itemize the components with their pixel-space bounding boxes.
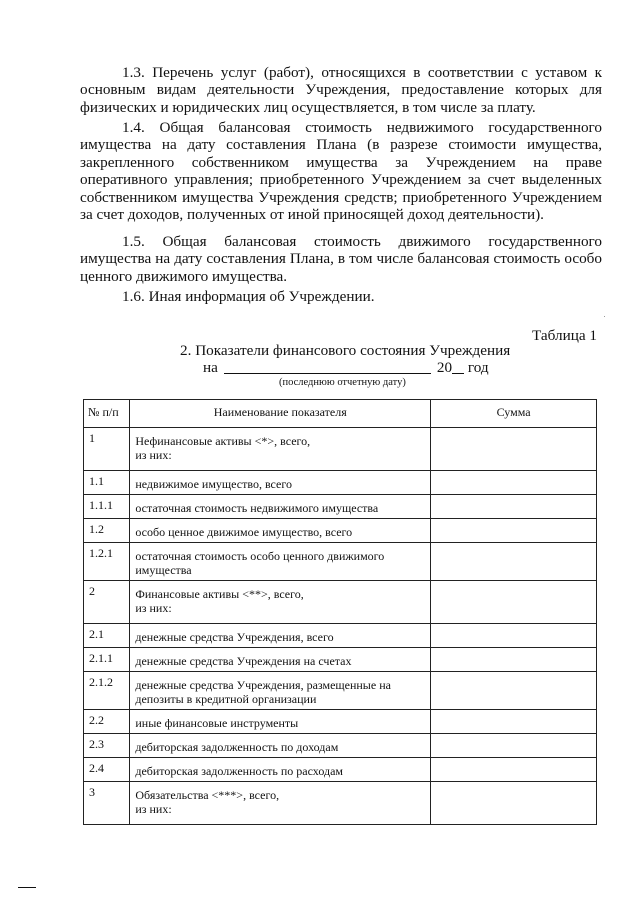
table-row (84, 672, 597, 710)
year-blank-field[interactable] (452, 359, 464, 374)
date-line (203, 359, 489, 377)
table-row (84, 543, 597, 581)
row-sum-cell[interactable] (431, 710, 597, 734)
row-number: 2 (84, 581, 130, 624)
financial-indicators-table (83, 399, 597, 825)
table-row (84, 782, 597, 825)
table-row (84, 758, 597, 782)
row-number: 3 (84, 782, 130, 825)
header-number: № п/п (84, 400, 130, 428)
row-number: 2.1.2 (84, 672, 130, 710)
row-indicator-name: денежные средства Учреждения на счетах (130, 648, 431, 672)
row-indicator-name: остаточная стоимость недвижимого имущества (130, 495, 431, 519)
row-number: 2.1.1 (84, 648, 130, 672)
row-number: 2.1 (84, 624, 130, 648)
row-sum-cell[interactable] (431, 428, 597, 471)
header-name: Наименование показателя (130, 400, 431, 428)
row-indicator-name: недвижимое имущество, всего (130, 471, 431, 495)
date-year-prefix: 20 (436, 359, 453, 376)
table-title: 2. Показатели финансового состояния Учреждения (180, 342, 511, 359)
row-sum-cell[interactable] (431, 471, 597, 495)
footnote-divider (18, 887, 36, 888)
table-row (84, 734, 597, 758)
row-sum-cell[interactable] (431, 758, 597, 782)
row-number: 1.2 (84, 519, 130, 543)
row-indicator-name: Финансовые активы <**>, всего, из них: (130, 581, 431, 624)
row-number: 1 (84, 428, 130, 471)
table-row (84, 648, 597, 672)
date-prefix: на (203, 359, 218, 376)
row-indicator-name: Нефинансовые активы <*>, всего, из них: (130, 428, 431, 471)
paragraph-1-6: 1.6. Иная информация об Учреждении. (122, 288, 375, 305)
row-indicator-name: дебиторская задолженность по доходам (130, 734, 431, 758)
row-sum-cell[interactable] (431, 495, 597, 519)
table-row (84, 495, 597, 519)
row-indicator-name: иные финансовые инструменты (130, 710, 431, 734)
row-sum-cell[interactable] (431, 624, 597, 648)
row-sum-cell[interactable] (431, 648, 597, 672)
row-sum-cell[interactable] (431, 782, 597, 825)
table-row (84, 519, 597, 543)
table-row (84, 624, 597, 648)
table-row (84, 710, 597, 734)
header-sum: Сумма (431, 400, 597, 428)
row-indicator-name: денежные средства Учреждения, размещенные на депозиты в кредитной организации (130, 672, 431, 710)
row-number: 1.1 (84, 471, 130, 495)
row-sum-cell[interactable] (431, 543, 597, 581)
date-suffix: год (467, 359, 489, 376)
paragraph-1-5: 1.5. Общая балансовая стоимость движимого государственного имущества на дату составления Плана, в том числе балансовая стоимость особо ценного движимого имущества. (80, 233, 602, 285)
table-row (84, 471, 597, 495)
paragraph-1-3: 1.3. Перечень услуг (работ), относящихся в соответствии с уставом к основным видам деятельности Учреждения, предоставление которых для физических и юридических лиц осуществляется, в том числе за плату. (80, 64, 602, 116)
row-sum-cell[interactable] (431, 519, 597, 543)
scan-speck (604, 316, 605, 317)
table-header-row (84, 400, 597, 428)
row-number: 2.2 (84, 710, 130, 734)
row-number: 1.2.1 (84, 543, 130, 581)
row-sum-cell[interactable] (431, 581, 597, 624)
row-sum-cell[interactable] (431, 672, 597, 710)
row-sum-cell[interactable] (431, 734, 597, 758)
table-row (84, 581, 597, 624)
row-number: 2.3 (84, 734, 130, 758)
row-indicator-name: остаточная стоимость особо ценного движимого имущества (130, 543, 431, 581)
row-indicator-name: дебиторская задолженность по расходам (130, 758, 431, 782)
table-label: Таблица 1 (532, 327, 597, 344)
row-indicator-name: Обязательства <***>, всего, из них: (130, 782, 431, 825)
row-indicator-name: денежные средства Учреждения, всего (130, 624, 431, 648)
paragraph-1-4: 1.4. Общая балансовая стоимость недвижимого государственного имущества на дату составления Плана (в разрезе стоимости имущества, закрепленного собственником имущества за Учреждением на праве оперативного управления; приобретенного Учреждением за счет выделенных собственником имущества Учреждения средств; приобретенного Учреждением за счет доходов, полученных от иной приносящей доход деятельности). (80, 119, 602, 224)
table-row (84, 428, 597, 471)
date-blank-field[interactable] (224, 359, 431, 374)
row-indicator-name: особо ценное движимое имущество, всего (130, 519, 431, 543)
row-number: 2.4 (84, 758, 130, 782)
date-hint: (последнюю отчетную дату) (279, 377, 406, 388)
row-number: 1.1.1 (84, 495, 130, 519)
